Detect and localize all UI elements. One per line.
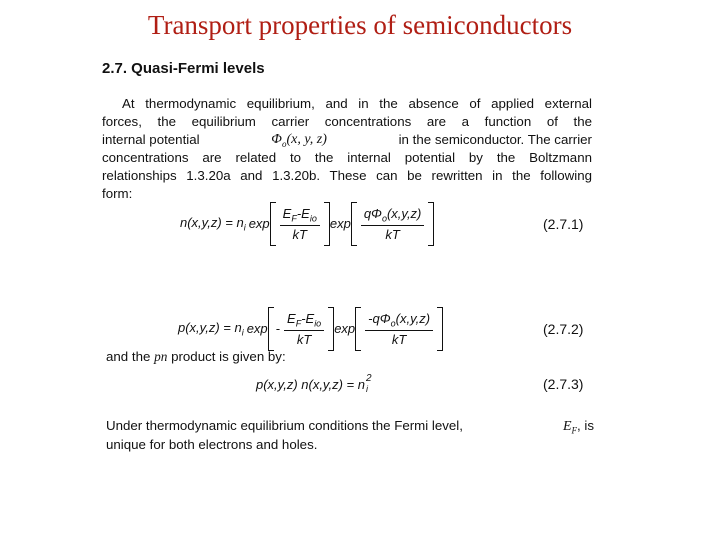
equation-lhs: $n(x,y,z) = n_i$	[180, 215, 246, 233]
equation-lhs: p(x,y,z) n(x,y,z) = n	[256, 376, 365, 392]
pn-intro: and the pn product is given by:	[106, 349, 286, 364]
equation-lhs: $p(x,y,z) = n_i$	[178, 320, 244, 338]
closing-line: unique for both electrons and holes.	[106, 437, 318, 452]
paragraph-line: relationships 1.3.20a and 1.3.20b. These can be rewritten in the following	[102, 168, 592, 183]
exp-label: exp	[246, 321, 268, 337]
equation-2-7-2	[178, 311, 443, 347]
exp-label: exp	[334, 321, 356, 337]
fraction: $\frac{q\Phi_o(x,y,z)}{kT}$	[361, 206, 425, 242]
paragraph-text: in the semiconductor. The carrier	[398, 132, 592, 147]
bracket-term	[270, 206, 330, 242]
equation-number: (2.7.1)	[543, 216, 584, 232]
paragraph-text: internal potential	[102, 132, 200, 147]
section-heading: 2.7. Quasi-Fermi levels	[102, 60, 265, 77]
paragraph-line: concentrations are related to the internal potential by the Boltzmann	[102, 150, 592, 165]
fermi-level-symbol: $E_F$, is	[562, 418, 594, 436]
internal-potential-symbol: $\Phi_o(x$, y, z)	[271, 132, 327, 149]
fraction: $\frac{E_F-E_{io}}{kT}$	[280, 206, 320, 242]
fraction: $\frac{-q\Phi_o(x,y,z)}{kT}$	[365, 311, 433, 347]
bracket-term	[351, 206, 435, 242]
paragraph-line: forces, the equilibrium carrier concentrations are a function of the	[102, 114, 592, 129]
equation-number: (2.7.3)	[543, 376, 584, 392]
exp-label: exp	[329, 216, 351, 232]
equation-2-7-3	[256, 374, 372, 394]
paragraph-text: Under thermodynamic equilibrium conditions the Fermi level,	[106, 418, 463, 433]
equation-2-7-1	[180, 206, 434, 242]
exp-label: exp	[248, 216, 270, 232]
paragraph-line: form:	[102, 186, 133, 201]
paragraph-line: At thermodynamic equilibrium, and in the absence of applied external	[122, 96, 592, 111]
bracket-term: - $\frac{E_F-E_{io}}{kT}$	[268, 311, 335, 347]
slide-title: Transport properties of semiconductors	[147, 10, 573, 40]
equation-number: (2.7.2)	[543, 321, 584, 337]
bracket-term	[355, 311, 443, 347]
ni-squared: 2 i	[365, 373, 372, 394]
fraction: $\frac{E_F-E_{io}}{kT}$	[284, 311, 324, 347]
